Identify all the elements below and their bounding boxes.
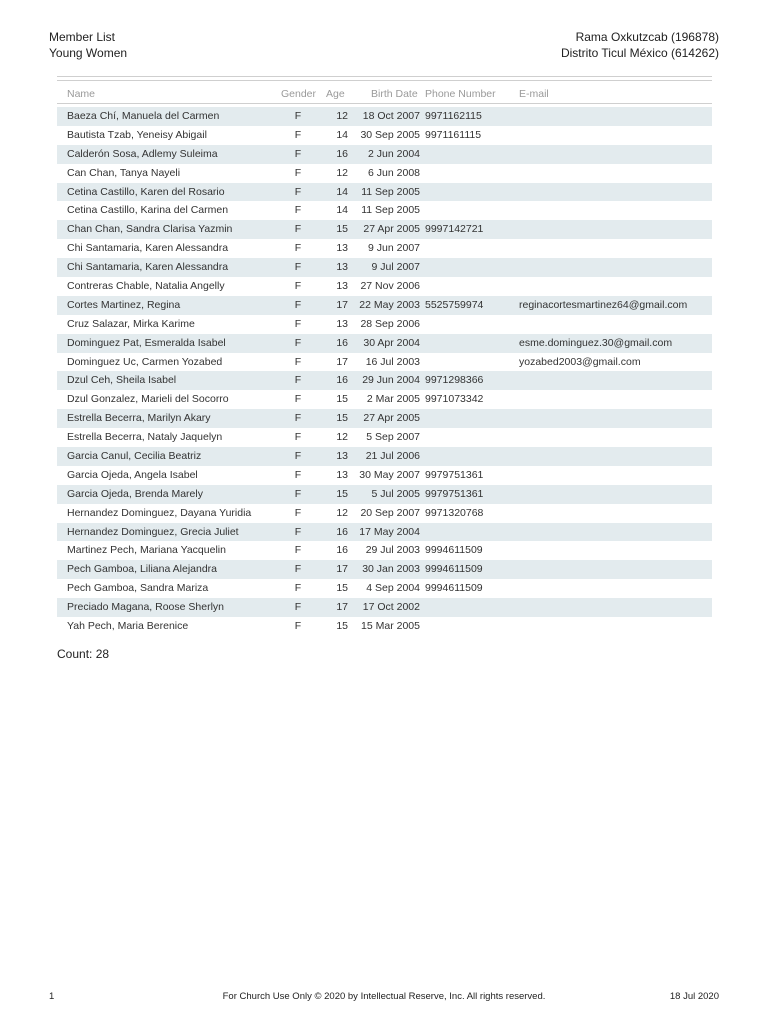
member-age: 16 <box>336 544 348 557</box>
table-row <box>57 579 712 598</box>
member-name: Calderón Sosa, Adlemy Suleima <box>67 147 218 160</box>
member-name: Preciado Magana, Roose Sherlyn <box>67 601 225 614</box>
table-row <box>57 466 712 485</box>
member-email: esme.dominguez.30@gmail.com <box>519 336 673 349</box>
table-row <box>57 239 712 258</box>
column-header-gender: Gender <box>281 88 317 100</box>
member-birth-date: 9 Jul 2007 <box>371 261 420 274</box>
table-row <box>57 183 712 202</box>
member-age: 14 <box>336 128 348 141</box>
member-count: Count: 28 <box>57 647 110 661</box>
table-row <box>57 145 712 164</box>
member-name: Garcia Ojeda, Brenda Marely <box>67 487 203 500</box>
member-birth-date: 16 Jul 2003 <box>365 355 420 368</box>
member-phone: 9979751361 <box>425 487 484 500</box>
column-header-rule <box>57 103 712 104</box>
member-phone: 9971073342 <box>425 393 484 406</box>
member-gender: F <box>294 298 302 311</box>
column-header-birth-date: Birth Date <box>371 88 418 100</box>
member-name: Cetina Castillo, Karina del Carmen <box>67 204 229 217</box>
member-gender: F <box>294 147 302 160</box>
table-row <box>57 201 712 220</box>
member-gender: F <box>294 525 302 538</box>
member-name: Can Chan, Tanya Nayeli <box>67 166 181 179</box>
member-birth-date: 21 Jul 2006 <box>365 450 420 463</box>
column-header-name: Name <box>67 88 96 100</box>
table-row <box>57 164 712 183</box>
member-birth-date: 27 Apr 2005 <box>363 223 420 236</box>
member-age: 12 <box>336 166 348 179</box>
member-name: Estrella Becerra, Nataly Jaquelyn <box>67 431 223 444</box>
member-phone: 9971162115 <box>425 110 482 122</box>
member-age: 15 <box>336 582 348 595</box>
member-age: 12 <box>336 431 348 444</box>
member-age: 13 <box>336 317 348 330</box>
table-row <box>57 447 712 466</box>
member-age: 16 <box>336 374 348 387</box>
member-birth-date: 30 May 2007 <box>359 468 420 481</box>
member-age: 13 <box>336 468 348 481</box>
member-gender: F <box>294 468 302 481</box>
member-gender: F <box>294 166 302 179</box>
member-gender: F <box>294 110 302 122</box>
member-gender: F <box>294 506 302 519</box>
table-row <box>57 258 712 277</box>
member-birth-date: 27 Apr 2005 <box>363 412 420 425</box>
member-name: Dzul Ceh, Sheila Isabel <box>67 374 177 387</box>
footer-date: 18 Jul 2020 <box>669 991 719 1002</box>
member-email: reginacortesmartinez64@gmail.com <box>519 298 688 311</box>
column-header-age: Age <box>326 88 345 100</box>
member-birth-date: 20 Sep 2007 <box>360 506 420 519</box>
header-rule-second <box>57 80 712 81</box>
member-birth-date: 29 Jul 2003 <box>365 544 420 557</box>
member-name: Martinez Pech, Mariana Yacquelin <box>67 544 226 557</box>
member-name: Estrella Becerra, Marilyn Akary <box>67 412 211 425</box>
member-age: 15 <box>336 412 348 425</box>
member-birth-date: 28 Sep 2006 <box>360 317 420 330</box>
member-gender: F <box>294 601 302 614</box>
member-birth-date: 11 Sep 2005 <box>361 185 420 198</box>
member-name: Chan Chan, Sandra Clarisa Yazmin <box>67 223 233 236</box>
table-row <box>57 334 712 353</box>
member-gender: F <box>294 128 302 141</box>
member-name: Dominguez Pat, Esmeralda Isabel <box>67 336 226 349</box>
table-row <box>57 617 712 636</box>
member-age: 12 <box>336 110 348 122</box>
table-row <box>57 296 712 315</box>
table-row <box>57 504 712 523</box>
member-phone: 5525759974 <box>425 298 484 311</box>
member-birth-date: 2 Mar 2005 <box>366 393 420 406</box>
member-phone: 9971320768 <box>425 506 484 519</box>
member-name: Baeza Chí, Manuela del Carmen <box>67 110 220 122</box>
member-phone: 9997142721 <box>425 223 484 236</box>
column-header-phone: Phone Number <box>425 88 496 100</box>
member-gender: F <box>294 620 302 633</box>
member-birth-date: 30 Jan 2003 <box>362 563 420 576</box>
member-birth-date: 11 Sep 2005 <box>361 204 420 217</box>
member-birth-date: 30 Sep 2005 <box>360 128 420 141</box>
table-row <box>57 277 712 296</box>
member-age: 17 <box>336 563 348 576</box>
member-age: 16 <box>336 147 348 160</box>
table-row <box>57 409 712 428</box>
member-gender: F <box>294 544 302 557</box>
member-phone: 9994611509 <box>425 544 483 557</box>
member-name: Pech Gamboa, Sandra Mariza <box>67 582 209 595</box>
member-birth-date: 18 Oct 2007 <box>362 110 420 122</box>
table-row <box>57 541 712 560</box>
member-name: Cetina Castillo, Karen del Rosario <box>67 185 225 198</box>
member-age: 17 <box>336 355 348 368</box>
report-header-right <box>561 29 719 61</box>
member-name: Bautista Tzab, Yeneisy Abigail <box>67 128 207 141</box>
stake-name: Distrito Ticul México (614262) <box>560 46 719 60</box>
member-gender: F <box>294 563 302 576</box>
table-row <box>57 428 712 447</box>
table-row <box>57 560 712 579</box>
member-gender: F <box>294 412 302 425</box>
table-row <box>57 353 712 372</box>
member-age: 15 <box>336 487 348 500</box>
member-gender: F <box>294 261 302 274</box>
table-row <box>57 126 712 145</box>
member-birth-date: 15 Mar 2005 <box>361 620 420 633</box>
member-name: Yah Pech, Maria Berenice <box>67 620 189 633</box>
table-row <box>57 107 712 126</box>
member-age: 17 <box>336 298 348 311</box>
member-age: 16 <box>336 525 348 538</box>
member-birth-date: 2 Jun 2004 <box>368 147 420 160</box>
member-name: Cortes Martinez, Regina <box>67 298 181 311</box>
member-age: 13 <box>336 261 348 274</box>
report-header-left <box>49 29 127 61</box>
member-name: Hernandez Dominguez, Dayana Yuridia <box>67 506 252 519</box>
member-name: Garcia Ojeda, Angela Isabel <box>67 468 198 481</box>
table-row <box>57 390 712 409</box>
unit-name: Rama Oxkutzcab (196878) <box>575 30 719 44</box>
member-email: yozabed2003@gmail.com <box>519 355 641 368</box>
member-phone: 9979751361 <box>425 468 484 481</box>
member-name: Dzul Gonzalez, Marieli del Socorro <box>67 393 229 406</box>
report-title: Member List <box>49 30 116 44</box>
member-age: 14 <box>336 204 348 217</box>
member-age: 13 <box>336 450 348 463</box>
member-name: Pech Gamboa, Liliana Alejandra <box>67 563 218 576</box>
member-gender: F <box>294 317 302 330</box>
footer-notice: For Church Use Only © 2020 by Intellectual Reserve, Inc. All rights reserved. <box>222 991 546 1002</box>
table-row <box>57 523 712 542</box>
member-phone: 9994611509 <box>425 582 483 595</box>
member-birth-date: 5 Jul 2005 <box>371 487 420 500</box>
member-gender: F <box>294 374 302 387</box>
member-gender: F <box>294 242 302 255</box>
column-header-email: E-mail <box>519 88 549 100</box>
member-phone: 9971298366 <box>425 374 484 387</box>
member-birth-date: 17 Oct 2002 <box>362 601 420 614</box>
member-age: 12 <box>336 506 348 519</box>
member-table <box>57 107 712 636</box>
member-age: 15 <box>336 393 348 406</box>
member-age: 15 <box>336 223 348 236</box>
member-gender: F <box>294 223 302 236</box>
member-age: 13 <box>336 242 348 255</box>
member-gender: F <box>294 582 302 595</box>
report-subtitle: Young Women <box>49 46 128 60</box>
member-gender: F <box>294 355 302 368</box>
member-phone: 9994611509 <box>425 563 483 576</box>
member-gender: F <box>294 450 302 463</box>
member-age: 15 <box>336 620 348 633</box>
member-name: Chi Santamaria, Karen Alessandra <box>67 242 229 255</box>
member-phone: 9971161115 <box>425 128 482 141</box>
member-name: Chi Santamaria, Karen Alessandra <box>67 261 229 274</box>
header-rule-top <box>57 76 712 77</box>
member-birth-date: 30 Apr 2004 <box>363 336 420 349</box>
member-gender: F <box>294 487 302 500</box>
member-birth-date: 29 Jun 2004 <box>362 374 420 387</box>
member-gender: F <box>294 431 302 444</box>
member-name: Garcia Canul, Cecilia Beatriz <box>67 450 202 463</box>
member-gender: F <box>294 336 302 349</box>
member-birth-date: 9 Jun 2007 <box>368 242 420 255</box>
table-row <box>57 485 712 504</box>
member-age: 13 <box>336 280 348 293</box>
member-gender: F <box>294 393 302 406</box>
footer-page-number: 1 <box>49 991 55 1002</box>
member-birth-date: 22 May 2003 <box>359 298 420 311</box>
member-age: 17 <box>336 601 348 614</box>
member-name: Contreras Chable, Natalia Angelly <box>67 280 225 293</box>
member-name: Hernandez Dominguez, Grecia Juliet <box>67 525 239 538</box>
member-birth-date: 27 Nov 2006 <box>360 280 420 293</box>
member-name: Dominguez Uc, Carmen Yozabed <box>67 355 223 368</box>
member-birth-date: 17 May 2004 <box>359 525 420 538</box>
table-row <box>57 371 712 390</box>
table-row <box>57 315 712 334</box>
member-age: 14 <box>336 185 348 198</box>
member-gender: F <box>294 185 302 198</box>
member-name: Cruz Salazar, Mirka Karime <box>67 317 195 330</box>
table-row <box>57 598 712 617</box>
member-birth-date: 4 Sep 2004 <box>366 582 420 595</box>
table-row <box>57 220 712 239</box>
member-birth-date: 5 Sep 2007 <box>366 431 420 444</box>
member-birth-date: 6 Jun 2008 <box>368 166 420 179</box>
member-age: 16 <box>336 336 348 349</box>
member-gender: F <box>294 204 302 217</box>
member-gender: F <box>294 280 302 293</box>
